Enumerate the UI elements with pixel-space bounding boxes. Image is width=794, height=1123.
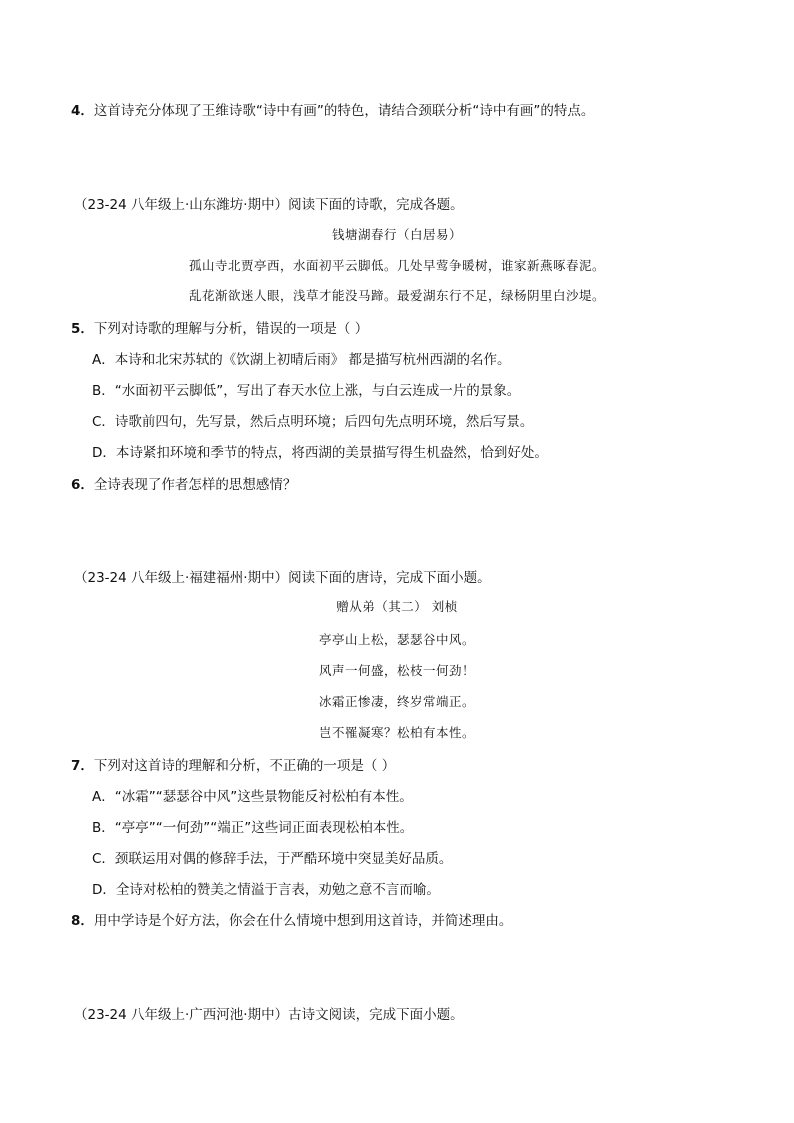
option-c: C．颈联运用对偶的修辞手法，于严酷环境中突显美好品质。 bbox=[92, 851, 453, 867]
section-source: （23-24 八年级上·福建福州·期中）阅读下面的唐诗，完成下面小题。 bbox=[74, 570, 491, 586]
section-source: （23-24 八年级上·广西河池·期中）古诗文阅读，完成下面小题。 bbox=[74, 1007, 464, 1023]
option-b: B．“水面初平云脚低”，写出了春天水位上涨，与白云连成一片的景象。 bbox=[92, 383, 521, 399]
question-number: 4． bbox=[71, 103, 94, 119]
question-text: 这首诗充分体现了王维诗歌“诗中有画”的特色，请结合颈联分析“诗中有画”的特点。 bbox=[93, 103, 595, 119]
option-c: C．诗歌前四句，先写景，然后点明环境；后四句先点明环境，然后写景。 bbox=[92, 414, 534, 430]
poem-title: 钱塘湖春行（白居易） bbox=[331, 227, 462, 242]
question-number: 7． bbox=[71, 758, 94, 774]
poem-line: 岂不罹凝寒？松柏有本性。 bbox=[318, 725, 475, 740]
question-text: 全诗表现了作者怎样的思想感情？ bbox=[93, 477, 297, 493]
poem-line: 孤山寺北贾亭西，水面初平云脚低。几处早莺争暖树，谁家新燕啄春泥。 bbox=[188, 258, 605, 273]
question-number: 6． bbox=[71, 477, 94, 493]
option-d: D．全诗对松柏的赞美之情溢于言表，劝勉之意不言而喻。 bbox=[92, 882, 440, 898]
option-a: A．“冰霜”“瑟瑟谷中风”这些景物能反衬松柏有本性。 bbox=[92, 789, 413, 805]
section-source: （23-24 八年级上·山东潍坊·期中）阅读下面的诗歌，完成各题。 bbox=[74, 197, 464, 213]
poem-title: 赠从弟（其二） 刘桢 bbox=[336, 599, 458, 614]
poem-line: 亭亭山上松，瑟瑟谷中风。 bbox=[318, 632, 475, 647]
poem-line: 冰霜正惨凄，终岁常端正。 bbox=[318, 694, 475, 709]
option-a: A．本诗和北宋苏轼的《饮湖上初晴后雨》 都是描写杭州西湖的名作。 bbox=[92, 352, 511, 368]
question-text: 下列对这首诗的理解和分析，不正确的一项是（ ） bbox=[93, 758, 396, 774]
q7-line bbox=[71, 756, 395, 776]
option-b: B．“亭亭”“一何劲”“端正”这些词正面表现松柏本性。 bbox=[92, 820, 414, 836]
option-d: D．本诗紧扣环境和季节的特点，将西湖的美景描写得生机盎然，恰到好处。 bbox=[92, 445, 548, 461]
q4-line bbox=[71, 101, 594, 121]
poem-line: 乱花渐欲迷人眼，浅草才能没马蹄。最爱湖东行不足，绿杨阴里白沙堤。 bbox=[188, 288, 605, 303]
question-text: 下列对诗歌的理解与分析，错误的一项是（ ） bbox=[93, 321, 369, 337]
q6-line bbox=[71, 475, 296, 495]
q8-line bbox=[71, 911, 512, 931]
question-text: 用中学诗是个好方法，你会在什么情境中想到用这首诗，并简述理由。 bbox=[93, 913, 513, 929]
question-number: 5． bbox=[71, 321, 94, 337]
poem-line: 风声一何盛，松枝一何劲！ bbox=[318, 663, 475, 678]
q5-line bbox=[71, 319, 368, 339]
question-number: 8． bbox=[71, 913, 94, 929]
